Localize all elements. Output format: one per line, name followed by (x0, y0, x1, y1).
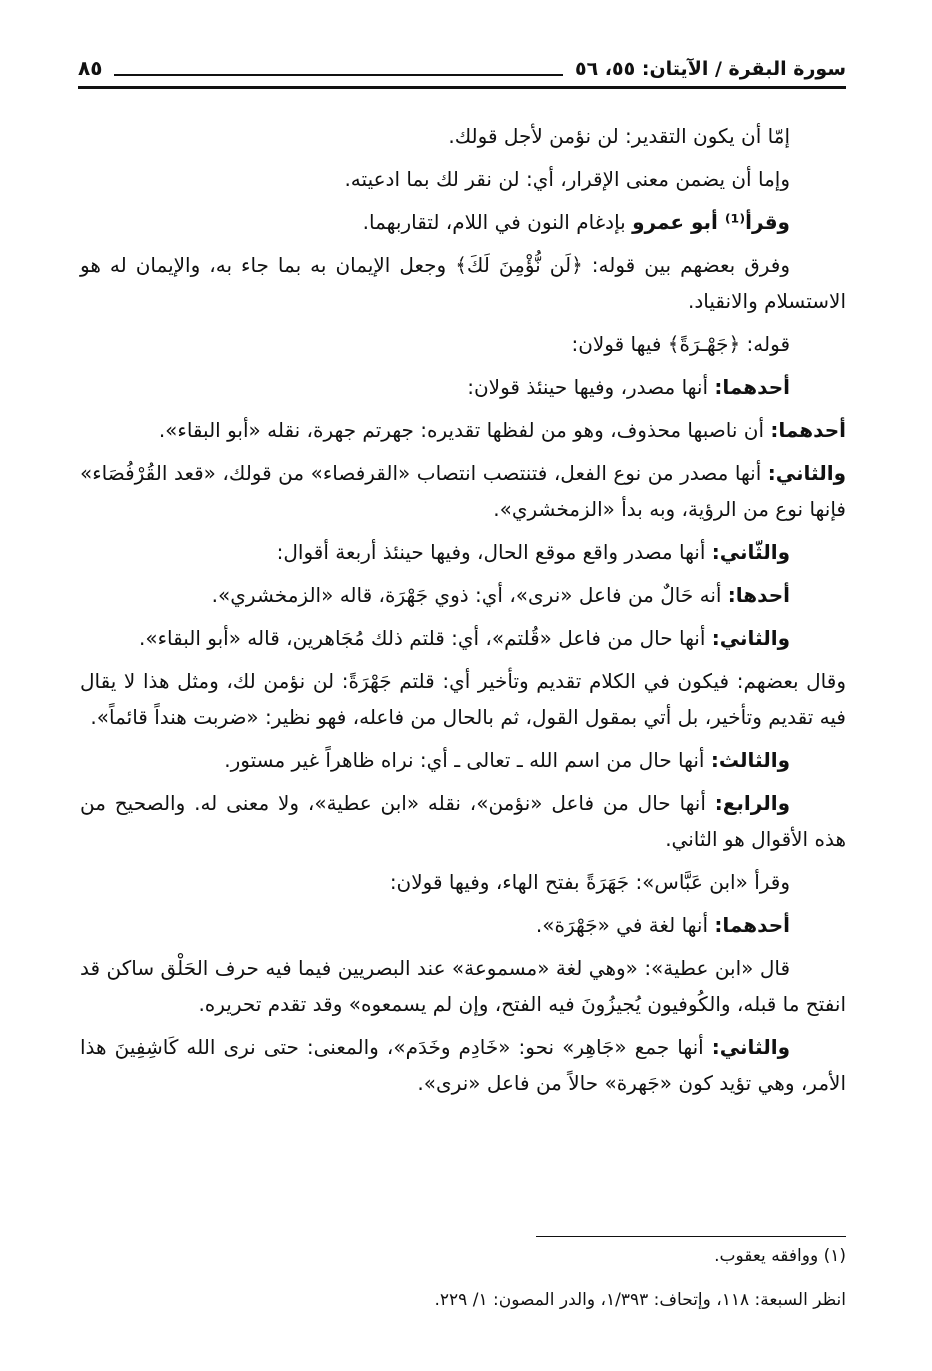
paragraph (80, 204, 846, 240)
paragraph-text: أنها حال من فاعل «نؤمن»، نقله «ابن عطية»، ولا معنى له. والصحيح من هذه الأقوال هو الثاني. (80, 791, 846, 851)
paragraph-text: أن ناصبها محذوف، وهو من لفظها تقديره: جهرتم جهرة، نقله «أبو البقاء». (158, 418, 771, 442)
paragraph-lead: أحدهما: (770, 418, 846, 442)
paragraph-text: بإدغام النون في اللام، لتقاربهما. (362, 210, 633, 234)
header-rule (114, 74, 563, 76)
paragraph (80, 412, 846, 448)
paragraph (80, 864, 846, 900)
page-header (78, 44, 846, 89)
paragraph-lead: وقرأ⁽¹⁾ أبو عمرو (632, 210, 790, 234)
paragraph-text: أنه حَالٌ من فاعل «نرى»، أي: ذوي جَهْرَة، قاله «الزمخشري». (211, 583, 728, 607)
paragraph (80, 950, 846, 1022)
paragraph-text: أنها مصدر من نوع الفعل، فتنتصب انتصاب «القرفصاء» من قولك، «قعد القُرْفُصَاء» فإنها نوع من الرؤية، وبه بدأ «الزمخشري». (80, 461, 846, 521)
paragraph (80, 369, 846, 405)
paragraph-text: أنها مصدر، وفيها حينئذ قولان: (467, 375, 715, 399)
paragraph-text: وفرق بعضهم بين قوله: ﴿لَن نُّؤْمِنَ لَكَ﴾ وجعل الإيمان به بما جاء به، والإيمان له هو الاستسلام والانقياد. (80, 253, 846, 313)
paragraph-text: أنها جمع «جَاهِر» نحو: «خَادِم وخَدَم»، والمعنى: حتى نرى الله كَاشِفِينَ هذا الأمر، وهي تؤيد كون «جَهرة» حالاً من فاعل «نرى». (80, 1035, 846, 1095)
paragraph (80, 161, 846, 197)
paragraph-lead: والثاني: (711, 1035, 790, 1059)
paragraph-lead: والثاني: (711, 626, 790, 650)
paragraph (80, 785, 846, 857)
paragraph-lead: والرابع: (714, 791, 790, 815)
paragraph-text: إمّا أن يكون التقدير: لن نؤمن لأجل قولك. (448, 124, 790, 148)
footnote-separator (536, 1236, 846, 1237)
paragraph (80, 620, 846, 656)
footnotes (80, 1242, 846, 1330)
paragraph (80, 577, 846, 613)
footnote: (١) ووافقه يعقوب. (714, 1246, 846, 1266)
paragraph-text: وقال بعضهم: فيكون في الكلام تقديم وتأخير أي: قلتم جَهْرَةً: لن نؤمن لك، ومثل هذا لا يقال فيه تقديم وتأخير، بل أتي بمقول القول، ثم بالحال من فاعله، فهو نظير: «ضربت هنداً قائماً». (80, 669, 846, 729)
paragraph (80, 663, 846, 735)
paragraph-text: أنها حال من فاعل «قُلتم»، أي: قلتم ذلك مُجَاهرين، قاله «أبو البقاء». (139, 626, 712, 650)
paragraph (80, 455, 846, 527)
paragraph-lead: والثّاني: (711, 540, 790, 564)
running-title: سورة البقرة / الآيتان: ٥٥، ٥٦ (574, 58, 846, 80)
paragraph-lead: أحدها: (727, 583, 790, 607)
main-text (80, 118, 846, 1108)
paragraph-text: قوله: ﴿جَهْـرَةً﴾ فيها قولان: (571, 332, 790, 356)
paragraph-lead: أحدهما: (714, 913, 790, 937)
paragraph (80, 247, 846, 319)
paragraph-text: وإما أن يضمن معنى الإقرار، أي: لن نقر لك بما ادعيته. (344, 167, 790, 191)
footnote-source: انظر السبعة: ١١٨، وإتحاف: ١/٣٩٣، والدر المصون: ١/ ٢٢٩. (434, 1290, 846, 1310)
paragraph-text: أنها حال من اسم الله ـ تعالى ـ أي: نراه ظاهراً غير مستور. (224, 748, 711, 772)
paragraph-lead: أحدهما: (714, 375, 790, 399)
paragraph-lead: والثاني: (767, 461, 846, 485)
paragraph-text: أنها لغة في «جَهْرَة». (535, 913, 715, 937)
paragraph-text: قال «ابن عطية»: «وهي لغة «مسموعة» عند البصريين فيما فيه حرف الحَلْق ساكن قد انفتح ما قبله، والكُوفيون يُجيزُونَ فيه الفتح، وإن لم يسمعوه» وقد تقدم تحريره. (80, 956, 846, 1016)
paragraph-lead: والثالث: (710, 748, 790, 772)
paragraph-text: أنها مصدر واقع موقع الحال، وفيها حينئذ أربعة أقوال: (276, 540, 712, 564)
paragraph (80, 907, 846, 943)
paragraph-text: وقرأ «ابن عَبَّاس»: جَهَرَةً بفتح الهاء، وفيها قولان: (389, 870, 790, 894)
paragraph (80, 742, 846, 778)
paragraph (80, 118, 846, 154)
paragraph (80, 326, 846, 362)
page-number: ٨٥ (78, 56, 103, 80)
paragraph (80, 1029, 846, 1101)
paragraph (80, 534, 846, 570)
